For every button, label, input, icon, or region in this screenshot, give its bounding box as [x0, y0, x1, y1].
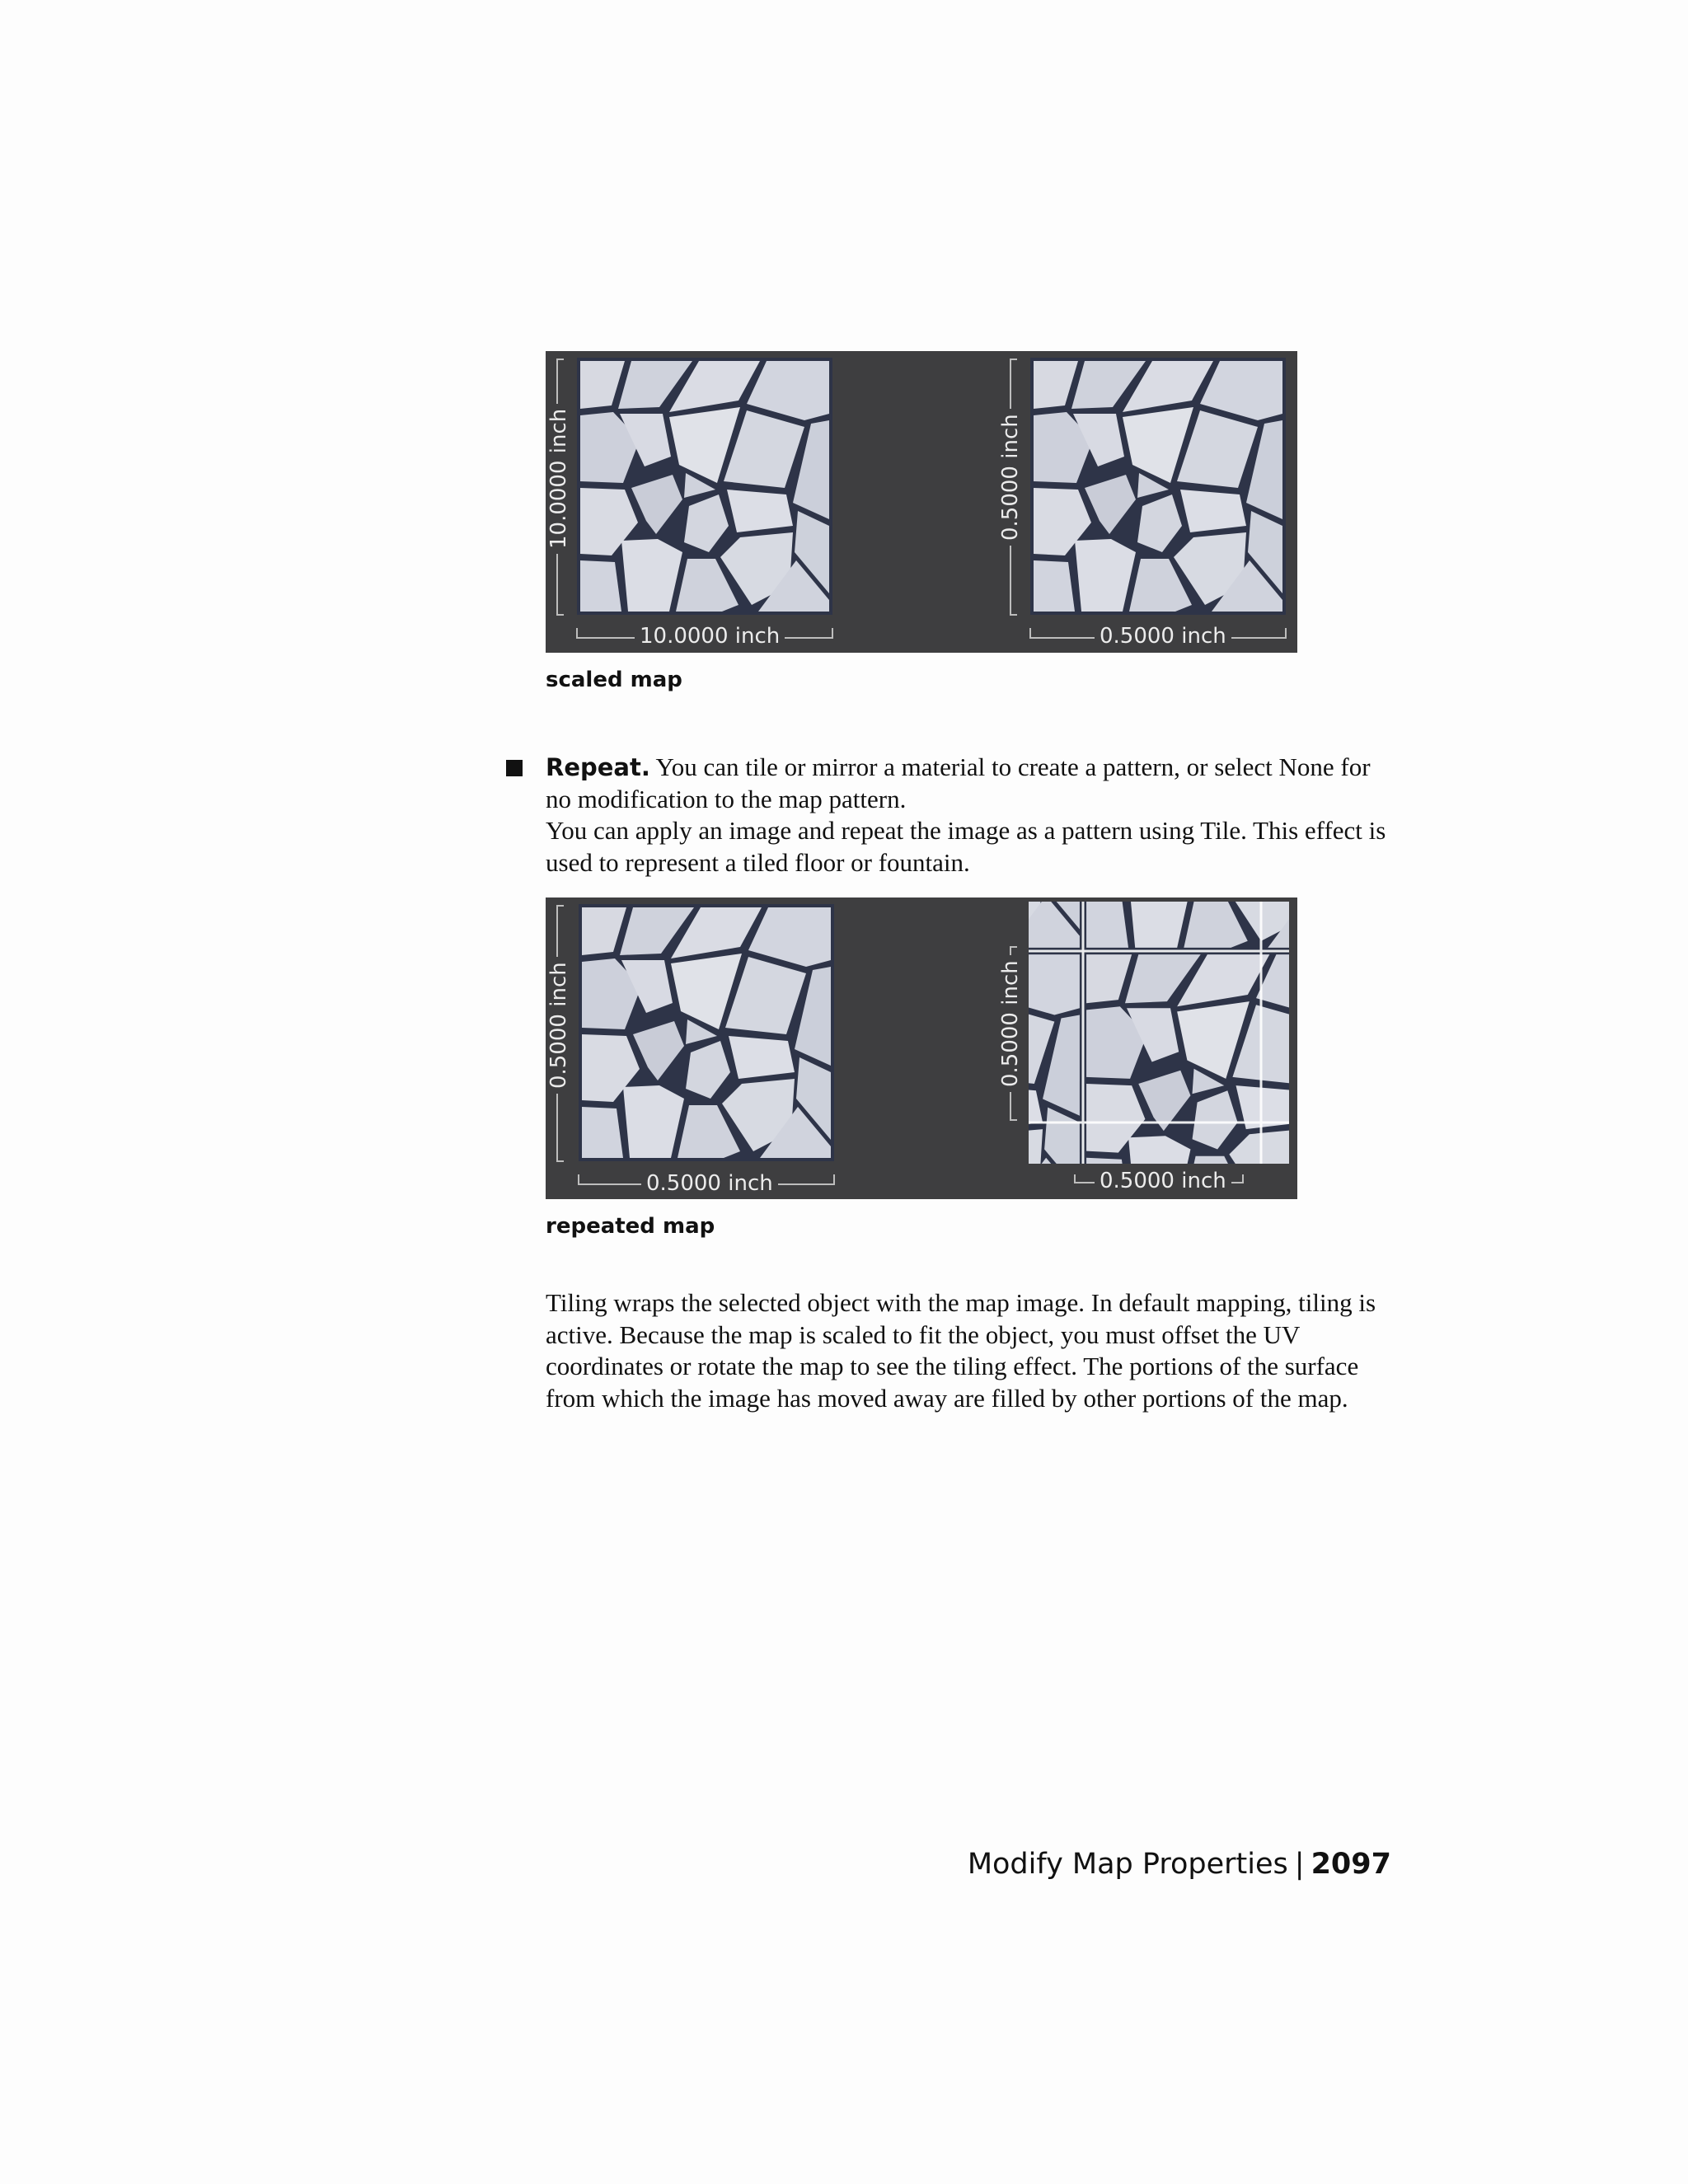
left-height-label: 10.0000 inch [546, 404, 571, 554]
right-height-label: 0.5000 inch [998, 409, 1023, 546]
bullet-square-icon [506, 760, 523, 776]
stone-texture-image-right [1030, 358, 1286, 615]
left-width-label: 10.0000 inch [635, 624, 785, 649]
scaled-map-figure [546, 351, 1297, 653]
left-width-label: 0.5000 inch [641, 1171, 778, 1196]
page-number: 2097 [1311, 1848, 1391, 1881]
tiling-paragraph: Tiling wraps the selected object with the map image. In default mapping, tiling is active. Because the map is scaled to fit the object, you must offset the UV coordinates or rotate the map to see the tiling effect. The portions of the surface from which the image has moved away are filled by other portions of the map. [546, 1288, 1376, 1413]
page-footer [968, 1848, 1391, 1881]
stone-texture-image-left [579, 904, 834, 1161]
left-height-label: 0.5000 inch [546, 957, 571, 1094]
repeat-description: You can tile or mirror a material to create a pattern, or select None for no modification to the map pattern. [546, 752, 1371, 813]
repeat-paragraph [546, 752, 1395, 815]
repeated-map-figure [546, 898, 1297, 1199]
footer-section-title: Modify Map Properties [967, 1848, 1288, 1881]
tiled-stone-texture-image [1029, 902, 1289, 1164]
figure-caption-repeated: repeated map [546, 1214, 715, 1239]
right-width-label: 0.5000 inch [1095, 624, 1231, 649]
right-width-label: 0.5000 inch [1095, 1169, 1231, 1193]
repeat-term: Repeat. [546, 753, 650, 781]
repeat-paragraph-2: You can apply an image and repeat the image as a pattern using Tile. This effect is used to represent a tiled floor or fountain. [546, 816, 1386, 877]
right-height-label: 0.5000 inch [998, 955, 1023, 1092]
stone-texture-image-left [577, 358, 832, 615]
figure-caption-scaled: scaled map [546, 668, 682, 692]
footer-separator: | [1294, 1848, 1305, 1881]
